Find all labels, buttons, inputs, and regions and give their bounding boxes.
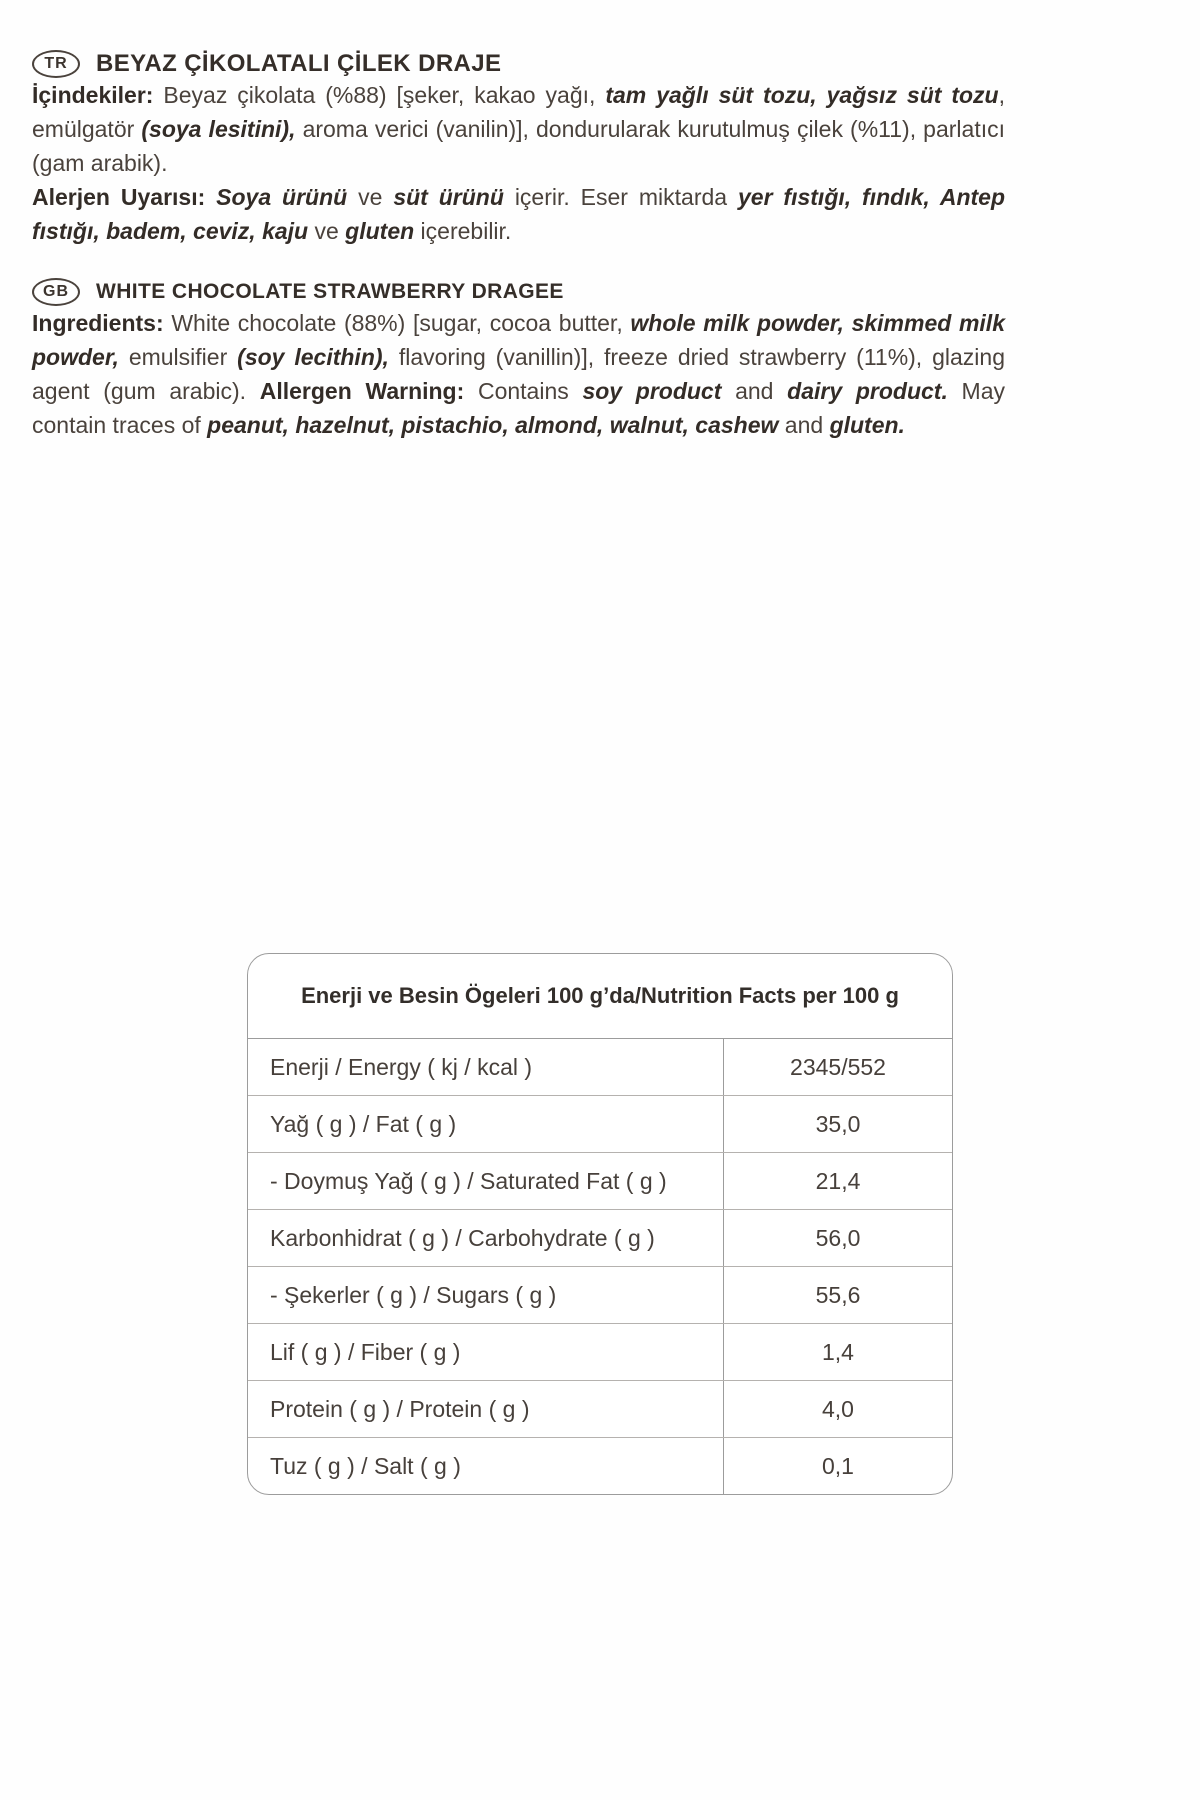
nutrition-row: [248, 1381, 952, 1438]
nutrition-row-label: Enerji / Energy ( kj / kcal ): [248, 1039, 724, 1095]
text-run: and: [721, 378, 788, 404]
nutrition-table-title: Enerji ve Besin Ögeleri 100 g’da/Nutrition Facts per 100 g: [248, 954, 952, 1039]
text-run: gluten.: [829, 412, 905, 438]
text-run: and: [778, 412, 830, 438]
text-run: Contains: [477, 378, 583, 404]
text-run: Allergen Warning:: [259, 378, 478, 404]
text-run: whole milk powder, skimmed milk powder,: [32, 310, 1005, 370]
tr-language-badge: TR: [32, 50, 80, 78]
nutrition-row-value: 0,1: [822, 1452, 854, 1479]
tr-ingredients-paragraph: [32, 78, 1005, 180]
nutrition-row-label: - Doymuş Yağ ( g ) / Saturated Fat ( g ): [248, 1153, 724, 1209]
nutrition-row: [248, 1438, 952, 1494]
nutrition-rows: [248, 1039, 952, 1494]
text-run: içerebilir.: [414, 218, 512, 244]
tr-product-title: BEYAZ ÇİKOLATALI ÇİLEK DRAJE: [96, 50, 502, 77]
nutrition-row: [248, 1096, 952, 1153]
text-run: (soya lesitini),: [141, 116, 296, 142]
text-run: aroma verici (vanilin)], dondurularak kurutulmuş çilek (%11), parlatıcı (gam arabik).: [32, 116, 1005, 176]
text-run: Alerjen Uyarısı:: [32, 184, 217, 210]
nutrition-row-value: 1,4: [822, 1338, 854, 1365]
gb-ingredients-paragraph: [32, 306, 1005, 442]
nutrition-row-label: Protein ( g ) / Protein ( g ): [248, 1381, 724, 1437]
nutrition-row-value: 35,0: [815, 1110, 861, 1137]
text-run: soy product: [582, 378, 722, 404]
text-run: May contain traces of: [32, 378, 1005, 438]
text-run: White chocolate (88%) [sugar, cocoa butter,: [171, 310, 631, 336]
nutrition-row-value: 2345/552: [790, 1053, 886, 1080]
gb-title-row: [32, 278, 1005, 306]
text-run: emulsifier: [118, 344, 238, 370]
nutrition-row-label: Lif ( g ) / Fiber ( g ): [248, 1324, 724, 1380]
nutrition-row-value: 21,4: [815, 1167, 861, 1194]
nutrition-row-value: 56,0: [815, 1224, 861, 1251]
text-run: süt ürünü: [393, 184, 504, 210]
text-run: Ingredients:: [32, 310, 172, 336]
text-run: (soy lecithin),: [237, 344, 389, 370]
text-run: , emülgatör: [32, 82, 1005, 142]
text-run: Soya ürünü: [216, 184, 348, 210]
text-run: dairy product.: [787, 378, 948, 404]
text-run: peanut, hazelnut, pistachio, almond, walnut, cashew: [207, 412, 779, 438]
nutrition-facts-table: [247, 953, 953, 1495]
nutrition-row: [248, 1039, 952, 1096]
nutrition-row: [248, 1267, 952, 1324]
label-content: [0, 0, 1200, 442]
nutrition-row-value: 4,0: [822, 1395, 854, 1422]
text-run: ve: [347, 184, 394, 210]
nutrition-row-value: 55,6: [815, 1281, 861, 1308]
tr-title-row: [32, 50, 1005, 78]
nutrition-row-label: Karbonhidrat ( g ) / Carbohydrate ( g ): [248, 1210, 724, 1266]
nutrition-row-label: - Şekerler ( g ) / Sugars ( g ): [248, 1267, 724, 1323]
text-run: tam yağlı süt tozu, yağsız süt tozu: [605, 82, 999, 108]
nutrition-row: [248, 1153, 952, 1210]
text-run: gluten: [345, 218, 415, 244]
text-run: içerir. Eser miktarda: [503, 184, 738, 210]
nutrition-row-label: Yağ ( g ) / Fat ( g ): [248, 1096, 724, 1152]
tr-allergen-paragraph: [32, 180, 1005, 248]
text-run: İçindekiler:: [32, 82, 164, 108]
text-run: yer fıstığı, fındık, Antep fıstığı, badem, ceviz, kaju: [32, 184, 1005, 244]
nutrition-row: [248, 1210, 952, 1267]
gb-language-badge: GB: [32, 278, 80, 306]
text-run: flavoring (vanillin)], freeze dried strawberry (11%), glazing agent (gum arabic).: [32, 344, 1005, 404]
text-run: ve: [308, 218, 346, 244]
gb-product-title: WHITE CHOCOLATE STRAWBERRY DRAGEE: [96, 280, 564, 303]
nutrition-row: [248, 1324, 952, 1381]
text-run: Beyaz çikolata (%88) [şeker, kakao yağı,: [163, 82, 606, 108]
nutrition-row-label: Tuz ( g ) / Salt ( g ): [248, 1438, 724, 1494]
